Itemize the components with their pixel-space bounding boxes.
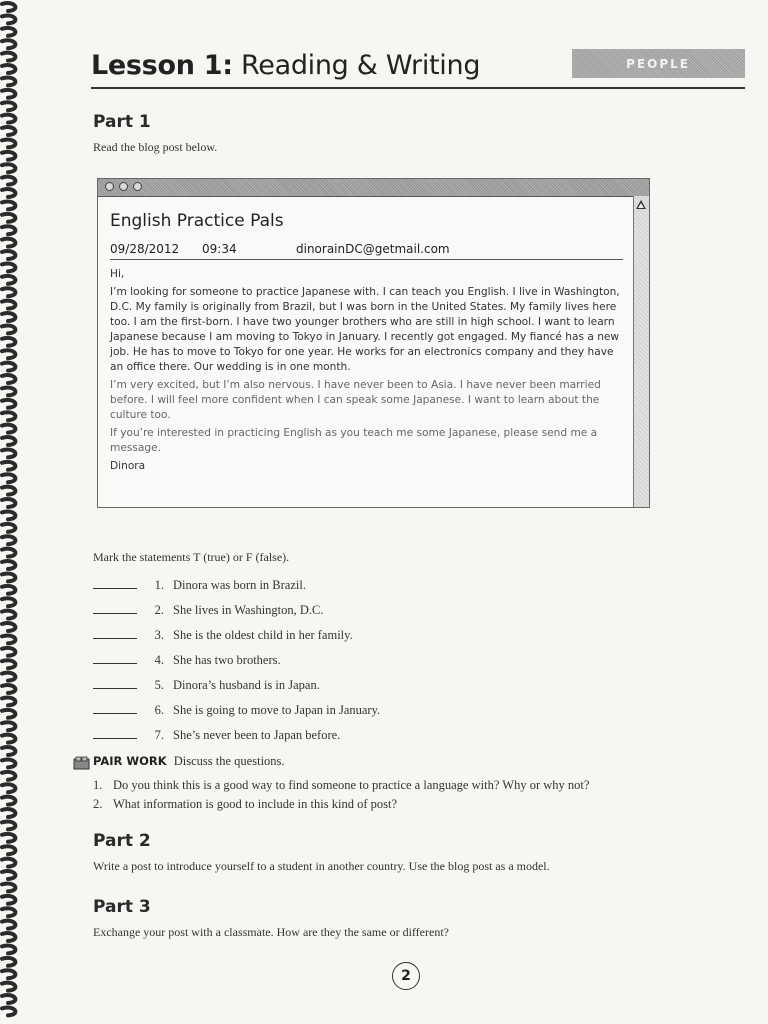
title-divider	[91, 87, 745, 89]
tf-item	[93, 728, 340, 743]
lesson-number: Lesson 1:	[91, 50, 233, 81]
tf-item	[93, 653, 281, 668]
pair-work-icon	[73, 756, 90, 770]
meta-divider	[110, 259, 623, 260]
pair-work-label: PAIR WORK	[93, 754, 167, 768]
question-text: Do you think this is a good way to find someone to practice a language with? Why or why not?	[113, 778, 590, 792]
question-number: 1.	[93, 778, 103, 792]
lesson-title	[91, 50, 480, 81]
blog-window	[97, 178, 650, 508]
answer-blank[interactable]	[93, 703, 137, 714]
tf-item	[93, 628, 353, 643]
tf-item	[93, 578, 306, 593]
part1-instruction: Read the blog post below.	[93, 140, 218, 154]
page-number: 2	[392, 962, 420, 990]
blog-title: English Practice Pals	[110, 211, 284, 231]
tf-statement: Dinora’s husband is in Japan.	[173, 678, 320, 692]
lesson-name: Reading & Writing	[241, 50, 481, 81]
true-false-instruction: Mark the statements T (true) or F (false).	[93, 550, 290, 564]
blog-paragraph: I’m very excited, but I’m also nervous. I have never been to Asia. I have never been married before. I will feel more confident when I can speak some Japanese. I want to learn about the culture too.	[110, 379, 601, 421]
spiral-binding	[0, 0, 40, 1024]
window-minimize-button[interactable]	[119, 182, 128, 191]
tf-item	[93, 603, 324, 618]
pair-work-header	[93, 754, 285, 769]
tf-statement: She’s never been to Japan before.	[173, 728, 341, 742]
blog-signature: Dinora	[110, 460, 146, 472]
part3-instruction: Exchange your post with a classmate. How are they the same or different?	[93, 925, 449, 939]
part2-heading: Part 2	[93, 831, 151, 851]
tf-statement: She is the oldest child in her family.	[173, 628, 353, 642]
answer-blank[interactable]	[93, 653, 137, 664]
window-close-button[interactable]	[105, 182, 114, 191]
window-scrollbar[interactable]	[633, 196, 649, 507]
question-number: 2.	[93, 797, 103, 811]
window-title-bar	[98, 179, 649, 197]
post-date: 09/28/2012	[110, 242, 180, 256]
post-email: dinorainDC@getmail.com	[296, 242, 450, 256]
answer-blank[interactable]	[93, 628, 137, 639]
discussion-question	[93, 778, 589, 793]
tf-number: 6.	[154, 703, 164, 717]
blog-body	[110, 267, 625, 477]
answer-blank[interactable]	[93, 678, 137, 689]
tf-number: 7.	[154, 728, 164, 742]
tf-number: 1.	[154, 578, 164, 592]
post-time: 09:34	[202, 242, 237, 256]
tf-number: 3.	[154, 628, 164, 642]
part2-instruction: Write a post to introduce yourself to a student in another country. Use the blog post as a model.	[93, 859, 550, 873]
blog-paragraph: If you’re interested in practicing English as you teach me some Japanese, please send me a message.	[110, 427, 598, 454]
blog-greeting: Hi,	[110, 268, 125, 280]
pair-work-instruction: Discuss the questions.	[173, 754, 285, 768]
answer-blank[interactable]	[93, 603, 137, 614]
tf-number: 2.	[154, 603, 164, 617]
tf-statement: She is going to move to Japan in January.	[173, 703, 381, 717]
window-maximize-button[interactable]	[133, 182, 142, 191]
unit-tag: PEOPLE	[572, 49, 745, 78]
tf-item	[93, 678, 320, 693]
tf-statement: She lives in Washington, D.C.	[173, 603, 324, 617]
tf-number: 5.	[154, 678, 164, 692]
answer-blank[interactable]	[93, 728, 137, 739]
tf-statement: She has two brothers.	[173, 653, 281, 667]
answer-blank[interactable]	[93, 578, 137, 589]
tf-item	[93, 703, 380, 718]
part1-heading: Part 1	[93, 112, 151, 132]
discussion-question	[93, 797, 397, 812]
scroll-up-arrow-icon[interactable]	[636, 200, 646, 209]
tf-number: 4.	[154, 653, 164, 667]
blog-paragraph: I’m looking for someone to practice Japanese with. I can teach you English. I live in Washington, D.C. My family is originally from Brazil, but I was born in the United States. My family lives here too. I am the first-born. I have two younger brothers who are still in high school. I want to learn Japanese because I am moving to Tokyo in January. I recently got engaged. My fiancé has a new job. He has to move to Tokyo for one year. He works for an electronics company and they have an office there. Our wedding is in one month.	[110, 286, 620, 373]
part3-heading: Part 3	[93, 897, 151, 917]
tf-statement: Dinora was born in Brazil.	[173, 578, 306, 592]
question-text: What information is good to include in this kind of post?	[113, 797, 397, 811]
